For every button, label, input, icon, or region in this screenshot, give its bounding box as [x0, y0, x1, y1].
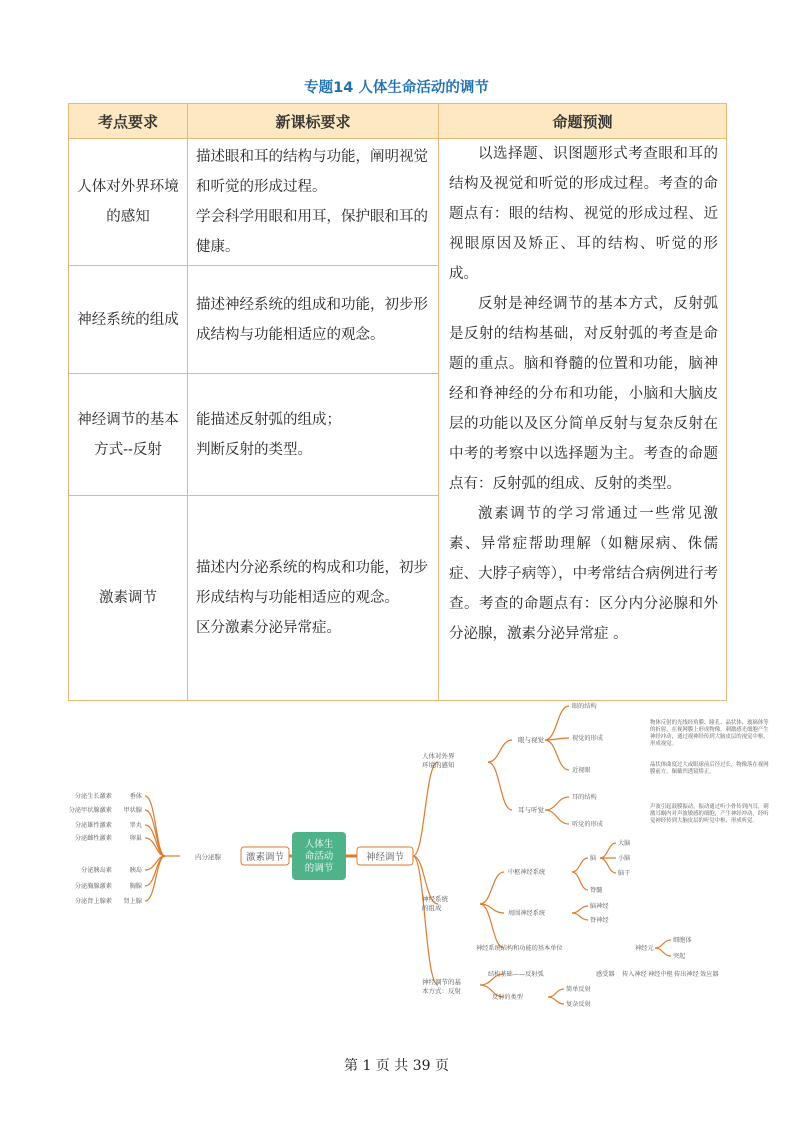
eye-label: 眼与视觉 [518, 736, 544, 744]
requirements-table [68, 103, 727, 701]
topic-cell: 神经调节的基本方式--反射 [69, 374, 188, 496]
vision-description: 物体反射的光线经角膜、瞳孔、晶状体、玻璃体等 [650, 720, 769, 726]
requirement-cell [188, 266, 439, 374]
prediction-cell [439, 139, 727, 701]
gland-label: 胰岛 [129, 867, 142, 874]
brain-part-label: 大脑 [618, 840, 631, 847]
hormone-node-label: 激素调节 [245, 852, 285, 863]
hormone-label: 分泌胸腺激素 [74, 883, 112, 890]
myopia-description: 膜前方，佩戴凹透镜矫正。 [650, 769, 715, 775]
hormone-label: 分泌雄性激素 [74, 822, 112, 829]
hormone-label: 分泌甲状腺激素 [68, 807, 112, 814]
peripheral-label: 周围神经系统 [508, 910, 546, 917]
neuron-part-label: 细胞体 [673, 937, 692, 944]
gland-label: 卵巢 [129, 835, 142, 842]
vision-description: 神经冲动，通过视神经传到大脑皮层的视觉中枢， [650, 734, 769, 740]
center-label-3: 的调节 [304, 863, 334, 874]
requirement-text: 区分激素分泌异常症。 [196, 620, 341, 636]
ear-structure-label: 耳的结构 [572, 794, 597, 801]
brain-part-label: 小脑 [618, 855, 631, 862]
myopia-description: 晶状体曲度过大或眼球前后径过长，物像落在视网 [650, 762, 769, 768]
gland-label: 肾上腺 [123, 898, 142, 905]
prediction-paragraph: 激素调节的学习常通过一些常见激素、异常症帮助理解（如糖尿病、侏儒症、大脖子病等），中考常结合病例进行考查。考查的命题点有：区分内分泌腺和外分泌腺，激素分泌异常症 。 [449, 506, 718, 642]
arc-part-label: 神经中枢 [648, 971, 673, 978]
arc-label: 结构基础——反射弧 [488, 971, 544, 978]
arc-part-label: 传入神经 [622, 971, 647, 978]
central-label: 中枢神经系统 [508, 869, 546, 876]
requirement-text: 描述眼和耳的结构与功能，阐明视觉和听觉的形成过程。 [196, 149, 428, 195]
brain-part-label: 脑干 [618, 870, 631, 877]
perception-label: 人体对外界环境的感知 [422, 752, 455, 769]
page-footer: 第 1 页 共 39 页 [344, 1058, 449, 1074]
eye-structure-label: 眼的结构 [572, 703, 597, 710]
requirement-cell [188, 374, 439, 496]
arc-part-label: 感受器 [596, 971, 615, 978]
hormone-label: 分泌雌性激素 [74, 835, 112, 842]
gland-label: 垂体 [129, 793, 142, 800]
topic-cell: 人体对外界环境的感知 [69, 139, 188, 266]
header-requirement: 新课标要求 [188, 104, 439, 139]
hearing-description: 声波引起鼓膜振动，振动通过听小骨传到内耳，刺 [650, 804, 769, 810]
brain-label: 脑 [590, 855, 597, 862]
topic-cell: 激素调节 [69, 496, 188, 701]
requirement-text: 能描述反射弧的组成； [196, 411, 341, 428]
hearing-description: 激耳蜗内对声波敏感的细胞，产生神经冲动，经听 [650, 811, 769, 817]
endocrine-label: 内分泌腺 [195, 853, 221, 861]
prediction-paragraph: 反射是神经调节的基本方式，反射弧是反射的结构基础，对反射弧的考查是命题的重点。脑和脊髓的位置和功能，脑神经和脊神经的分布和功能，小脑和大脑皮层的功能以及区分简单反射与复杂反射在中考的考察中以选择题为主。考查的命题点有：反射弧的组成、反射的类型。 [449, 296, 718, 492]
peripheral-part-label: 脊神经 [590, 917, 609, 924]
peripheral-part-label: 脑神经 [590, 903, 609, 910]
hormone-label: 分泌生长激素 [74, 793, 112, 800]
header-prediction: 命题预测 [439, 104, 727, 139]
gland-label: 甲状腺 [123, 807, 142, 814]
nervous-label: 神经系统的组成 [422, 895, 448, 912]
requirement-text: 描述内分泌系统的构成和功能，初步形成结构与功能相适应的观念。 [196, 560, 428, 606]
arc-part-label: 效应器 [700, 971, 719, 978]
header-topic: 考点要求 [69, 104, 188, 139]
hormone-label: 分泌胰岛素 [81, 867, 112, 874]
requirement-text: 描述神经系统的组成和功能，初步形成结构与功能相适应的观念。 [196, 296, 428, 343]
mind-map [60, 700, 769, 1035]
ear-label: 耳与听觉 [518, 806, 544, 814]
vision-description: 形成视觉。 [650, 741, 677, 747]
table-row [69, 139, 727, 266]
neuron-part-label: 突起 [673, 953, 686, 960]
hearing-label: 听觉的形成 [572, 821, 603, 828]
nerve-node-label: 神经调节 [365, 852, 405, 863]
requirement-text: 判断反射的类型。 [196, 441, 312, 458]
center-label-1: 人体生 [304, 839, 334, 850]
table-header-row [69, 104, 727, 139]
unit-label: 神经系统结构和功能的基本单位 [476, 945, 563, 952]
hearing-description: 觉神经传到大脑皮层的听觉中枢，形成听觉。 [650, 818, 758, 824]
reflex-type-label: 简单反射 [566, 986, 591, 993]
prediction-paragraph: 以选择题、识图题形式考查眼和耳的结构及视觉和听觉的形成过程。考查的命题点有：眼的结构、视觉的形成过程、近视眼原因及矫正、耳的结构、听觉的形成。 [449, 146, 718, 282]
center-label-2: 命活动 [304, 851, 334, 862]
reflex-type-label: 复杂反射 [566, 1001, 591, 1008]
neuron-label: 神经元 [635, 945, 654, 952]
page-title: 专题14 人体生命活动的调节 [304, 80, 489, 96]
requirement-cell [188, 496, 439, 701]
vision-label: 视觉的形成 [572, 735, 603, 742]
requirement-cell [188, 139, 439, 266]
vision-description: 的折射，在视网膜上形成物像，刺激感光细胞产生 [650, 727, 769, 733]
reflex-types-label: 反射的类型 [492, 994, 523, 1001]
gland-label: 胸腺 [129, 883, 142, 890]
spinal-label: 脊髓 [590, 887, 603, 894]
topic-cell: 神经系统的组成 [69, 266, 188, 374]
hormone-label: 分泌肾上腺素 [74, 898, 112, 905]
reflex-label: 神经调节的基本方式：反射 [422, 978, 461, 995]
arc-part-label: 传出神经 [674, 971, 699, 978]
gland-label: 睾丸 [129, 822, 142, 829]
requirement-text: 学会科学用眼和用耳，保护眼和耳的健康。 [196, 209, 428, 255]
myopia-label: 近视眼 [572, 767, 591, 774]
